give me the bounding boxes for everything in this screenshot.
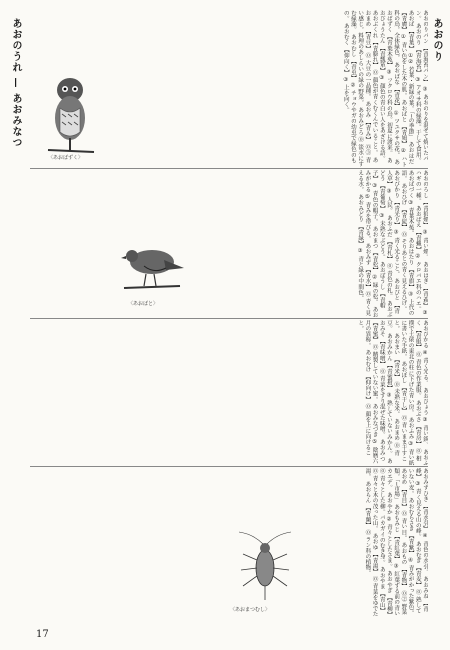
insect-icon [230,530,300,604]
tier-4 [30,468,428,618]
owl-illustration [42,68,98,164]
tier-1-text: あおのりパン 【青海苔パン】 ③ あおのりを混ぜて焼いたパン。 あおのり 【青海苔】 ③ アオサ科の緑藻。干して食用。 あおば 【青葉】 ①② 若葉・新緑の葉。「─の季節」 あおはだ 【青膚】 ① 青い色をした木の肌。 あおばと 【青鳩】 ② ハト科の鳥。全体緑色。 あおばな 【青花】 ① ツユクサの花。 あおばずく 【青葉木菟】 ③ フクロウ科の鳥。初夏に渡来。 あおびょうたん 【青瓢箪】 ③ 顔色の青白い人をあざける語。 あおぶくれ 【青膨れ】 ⓪ 顔色が青くむくんでいること。 あおまめ 【青豆】 ⓪ 大豆の一品種。 あおみ 【青み】 ⓪③ 青い感じ。料理のあしらいの緑の野菜。 あおみどろ ⓪ 淡水にすむ緑藻。 あおむし 【青虫】 ② チョウやガの幼虫で緑色のもの。 あおむく 【仰向く】 ③ 上を向く。 [342,10,428,168]
tier-3 [30,320,428,467]
owl-icon [42,68,98,164]
tier-3-text: あおびかる ④ 青く光る。 あおびょう ③ 青い鋲。 あおふく 【青服】 ⓪ 青色の作業服。 あおぶさ 【青房】 ⓪ 相撲で土俵の東北の柱に下げた青い房。 あおふみ ③ 青い紙に書いた手紙。 あおぼし 【青干し】 ⓪ 青いまま干すこと。 あおまい 【青米】 ⓪ 未熟な米。 あおまめ ⓪ 青豆。 あおみかん 【青蜜柑】 ③ 熟していないみかん。 あおみそ 【青味噌】 ⓪ 青菜をすり混ぜた味噌。 あおみつ 【青蜜】 ⓪ 精製していない蜜。 あおみなづき ⑤ 陰暦六月の異称。 あおむけ 【仰向け】 ⓪ 顔を上に向けること。 [357,320,428,466]
caterpillar-illustration [230,530,300,616]
pigeon-caption: 〈あおばと〉 [128,301,159,307]
tier-1 [30,10,428,169]
tier-2 [30,170,428,319]
insect-caption: 〈あおまつむし〉 [230,607,271,613]
pigeon-icon [114,236,188,298]
owl-caption: 〈あおばずく〉 [48,155,84,161]
pigeon-illustration [114,236,188,310]
tier-4-text: あおみずひき 【青水引】 ④ 青色の水引。 あおみね 【青峰】 ③ 青く見える山の峰。 あおむぎ 【青麦】 ⓪ 熟していない麦。 あおむらさき 【青紫】 ④ 青みがかった紫色。 あおめ 【青目】 ⓪ 青い目。 あおもの 【青物】 ⓪② 野菜類。「─市場」 あおもみじ 【青紅葉】 ③ 紅葉する前の青いカエデ。 あおやか ② 青々としたさま。 あおやぎ 【青柳】 ⓪ 青々とした柳。バカガイのむき身。 あおやま 【青山】 ⓪ 青々と木の茂った山。 あおゆ 【青湯】 ⓪ 青菜をゆでた湯。 あおらん 【青蘭】 ⓪ ラン科の植物。 [364,468,428,618]
tier-2-text: あおのろし 【青狼煙】 ③ 青い煙。 あおはぎ 【青萩】 ③ ハギの一種。 あおばえ 【青蝿】 ② クロバエ科のハエ。 あおばづく ③ 青葉木菟。 あおはたり 【青旗】 ③ 上代の語。 あおひげ 【青髭】 ⓪ そりあとの青く見えるひげ。 あおびかり 【青光り】 ③ 青く光ること。 あおびと 【青人草】 ③ 人民。 あおふだ 【青札】 ⓪ 青色の札。 あおぶどう 【青葡萄】 ③ 未熟なぶどう。 あおぼうし 【青帽子】 ③ 青色の帽子。 あおまつ 【青松】 ② 緑の松。 あおみがかる ⑤ 青みを帯びる。 あおみず 【青水】 ⓪ 青く見える水。 あおみどり 【青緑】 ③ 青と緑の中間色。 [357,170,428,318]
running-head-left: あおのうれ — あおみなつ [10,18,21,148]
page-number: 17 [36,629,49,640]
running-head-right: あおのり [431,18,442,62]
